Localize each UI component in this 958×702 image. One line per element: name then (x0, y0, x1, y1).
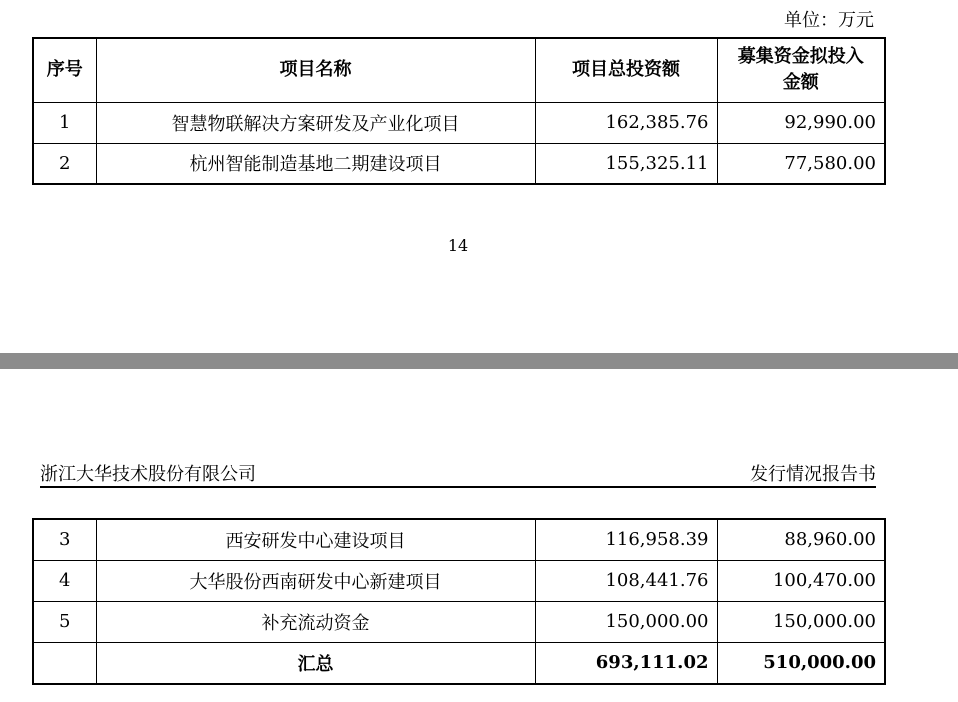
table-row (33, 601, 885, 642)
table-row (33, 519, 885, 560)
investment-table-bottom (32, 518, 886, 685)
investment-table-top (32, 37, 886, 185)
page-number: 14 (447, 236, 469, 255)
cell-no: 5 (33, 601, 96, 642)
page-divider (0, 353, 958, 369)
total-row (33, 642, 885, 684)
header-doc-title: 发行情况报告书 (750, 464, 876, 485)
cell-no: 3 (33, 519, 96, 560)
col-header-raised: 募集资金拟投入金额 (717, 38, 885, 102)
header-company: 浙江大华技术股份有限公司 (40, 464, 256, 485)
cell-name: 智慧物联解决方案研发及产业化项目 (96, 102, 535, 143)
table-row (33, 560, 885, 601)
header-rule (40, 486, 876, 488)
total-raised: 510,000.00 (717, 642, 885, 684)
cell-name: 西安研发中心建设项目 (96, 519, 535, 560)
unit-label: 单位：万元 (784, 10, 874, 31)
cell-name: 补充流动资金 (96, 601, 535, 642)
cell-raised: 77,580.00 (717, 143, 885, 184)
col-header-name: 项目名称 (96, 38, 535, 102)
table-header-row (33, 38, 885, 102)
col-header-total: 项目总投资额 (535, 38, 717, 102)
cell-total: 116,958.39 (535, 519, 717, 560)
cell-raised: 88,960.00 (717, 519, 885, 560)
total-investment: 693,111.02 (535, 642, 717, 684)
cell-no-empty (33, 642, 96, 684)
cell-total: 108,441.76 (535, 560, 717, 601)
cell-raised: 150,000.00 (717, 601, 885, 642)
cell-no: 4 (33, 560, 96, 601)
cell-name: 杭州智能制造基地二期建设项目 (96, 143, 535, 184)
cell-name: 大华股份西南研发中心新建项目 (96, 560, 535, 601)
cell-total: 150,000.00 (535, 601, 717, 642)
col-header-no: 序号 (33, 38, 96, 102)
cell-no: 1 (33, 102, 96, 143)
cell-no: 2 (33, 143, 96, 184)
table-row (33, 143, 885, 184)
cell-total: 162,385.76 (535, 102, 717, 143)
cell-total: 155,325.11 (535, 143, 717, 184)
table-row (33, 102, 885, 143)
cell-raised: 100,470.00 (717, 560, 885, 601)
cell-raised: 92,990.00 (717, 102, 885, 143)
total-label: 汇总 (96, 642, 535, 684)
